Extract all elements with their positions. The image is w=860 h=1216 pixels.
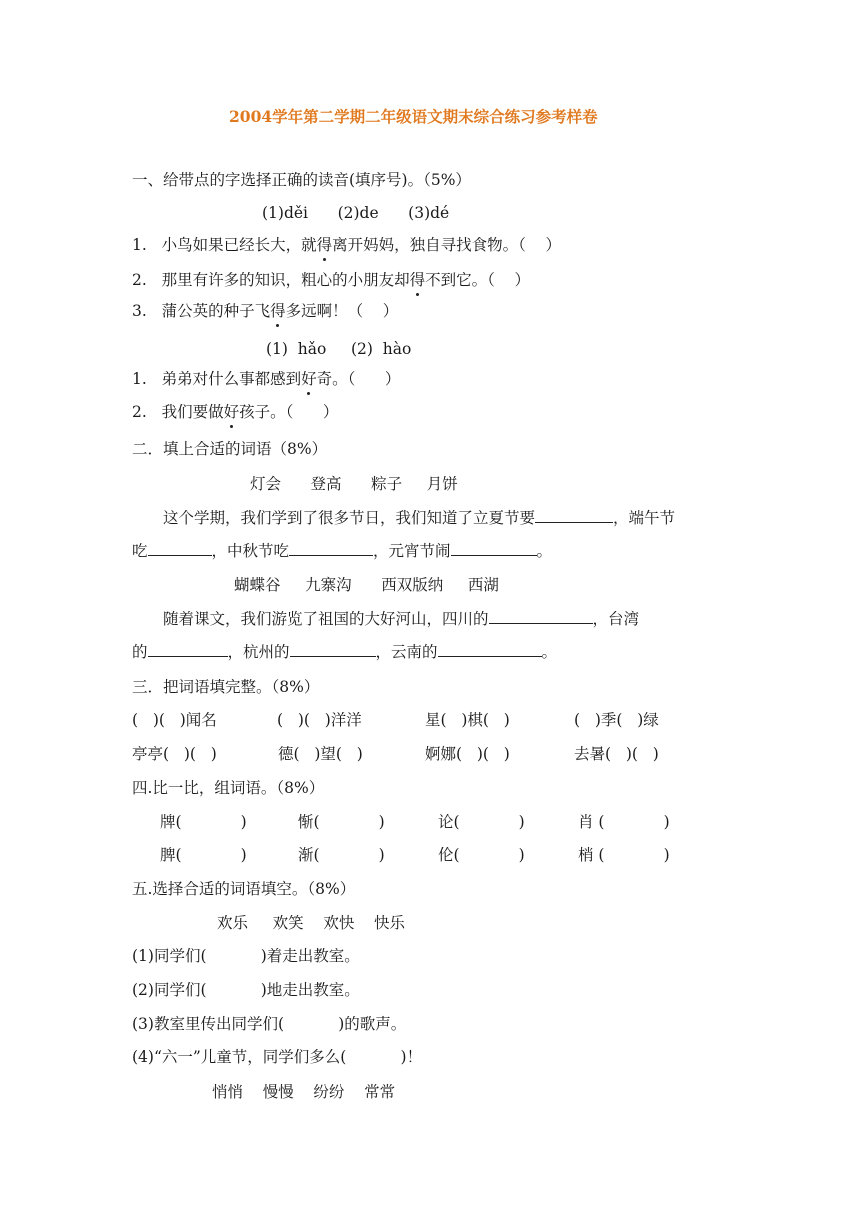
word-bank-festivals: 灯会 登高 粽子 月饼 <box>250 475 458 493</box>
p-text: 吃 <box>132 542 148 560</box>
q-text: 多远啊！（ ） <box>285 302 399 320</box>
q-text: 1. 弟弟对什么事都感到 <box>132 370 302 388</box>
compare-item: 伦( ) <box>438 846 525 864</box>
q-text: 奇。（ ） <box>316 370 401 388</box>
paragraph-places-line-2 <box>132 642 557 662</box>
compare-item: 肖 ( ) <box>578 813 670 831</box>
q-text: 1. 小鸟如果已经长大，就 <box>132 236 317 254</box>
idiom-item: 亭亭( )( ) <box>132 745 217 763</box>
compare-item: 论( ) <box>438 813 525 831</box>
page-title: 2004学年第二学期二年级语文期末综合练习参考样卷 <box>229 107 598 126</box>
blank-line[interactable] <box>290 642 376 657</box>
dotted-char: 好 <box>301 370 317 388</box>
blank-line[interactable] <box>438 642 542 657</box>
idiom-item: ( )季( )绿 <box>574 711 659 729</box>
dotted-char: 得 <box>409 271 426 289</box>
p-text: ，台湾 <box>592 610 640 628</box>
section-3-heading: 三．把词语填完整。（8%） <box>132 678 320 696</box>
section-4-heading: 四.比一比，组词语。（8%） <box>132 779 325 797</box>
blank-line[interactable] <box>535 508 613 523</box>
compare-item: 渐( ) <box>298 846 385 864</box>
question-1-3 <box>132 301 398 321</box>
dotted-char: 好 <box>223 403 240 421</box>
q-text: 3. 蒲公英的种子飞 <box>132 302 271 320</box>
q-text: 2. 那里有许多的知识，粗心的小朋友却 <box>132 271 410 289</box>
p-text: 的 <box>132 643 148 661</box>
word-bank-huan: 欢乐 欢笑 欢快 快乐 <box>217 914 406 932</box>
compare-item: 牌( ) <box>160 813 247 831</box>
compare-item: 脾( ) <box>160 846 247 864</box>
blank-line[interactable] <box>148 541 212 556</box>
p-text: 随着课文，我们游览了祖国的大好河山，四川的 <box>163 610 489 628</box>
question-5-3: (3)教室里传出同学们( )的歌声。 <box>132 1015 407 1033</box>
blank-line[interactable] <box>289 541 373 556</box>
section-2-heading: 二．填上合适的词语（8%） <box>132 440 328 458</box>
question-1-2 <box>132 270 530 290</box>
idiom-item: ( )( )洋洋 <box>277 711 362 729</box>
compare-item: 惭( ) <box>298 813 385 831</box>
pinyin-options-de: (1)děi (2)de (3)dé <box>262 204 450 222</box>
question-5-4: (4)“六一”儿童节，同学们多么( )！ <box>132 1048 423 1066</box>
dotted-char: 得 <box>270 302 286 320</box>
blank-line[interactable] <box>451 541 537 556</box>
p-text: ，云南的 <box>375 643 438 661</box>
section-1-heading: 一、给带点的字选择正确的读音(填序号)。（5%） <box>132 171 471 189</box>
section-5-heading: 五.选择合适的词语填空。（8%） <box>132 880 356 898</box>
pinyin-options-hao: (1) hǎo (2) hào <box>266 340 412 358</box>
idiom-item: 德( )望( ) <box>278 745 363 763</box>
p-text: ，端午节 <box>613 509 676 527</box>
question-1-1 <box>132 235 561 255</box>
q-text: 2. 我们要做 <box>132 403 224 421</box>
question-5-1: (1)同学们( )着走出教室。 <box>132 947 360 965</box>
p-text: ，杭州的 <box>227 643 290 661</box>
p-text: ，元宵节闹 <box>373 542 451 560</box>
question-5-2: (2)同学们( )地走出教室。 <box>132 981 360 999</box>
q-text: 离开妈妈，独自寻找食物。（ ） <box>332 236 562 254</box>
idiom-item: 星( )棋( ) <box>425 711 510 729</box>
blank-line[interactable] <box>148 642 228 657</box>
dotted-char: 得 <box>316 236 333 254</box>
p-text: 。 <box>536 542 553 560</box>
idiom-item: 去暑( )( ) <box>574 745 659 763</box>
compare-item: 梢 ( ) <box>578 846 670 864</box>
word-bank-adverbs: 悄悄 慢慢 纷纷 常常 <box>212 1083 396 1101</box>
p-text: ，中秋节吃 <box>211 542 290 560</box>
q-text: 孩子。（ ） <box>239 403 339 421</box>
paragraph-places-line-1 <box>163 609 639 629</box>
word-bank-places: 蝴蝶谷 九寨沟 西双版纳 西湖 <box>234 576 499 594</box>
paragraph-festivals-line-2 <box>132 541 552 561</box>
q-text: 不到它。（ ） <box>425 271 531 289</box>
idiom-item: 婀娜( )( ) <box>425 745 510 763</box>
question-1-4 <box>132 369 400 389</box>
p-text: 这个学期，我们学到了很多节日，我们知道了立夏节要 <box>163 509 536 527</box>
paragraph-festivals-line-1 <box>163 508 675 528</box>
idiom-item: ( )( )闻名 <box>132 711 217 729</box>
blank-line[interactable] <box>489 609 593 624</box>
p-text: 。 <box>541 643 558 661</box>
question-1-5 <box>132 402 338 422</box>
